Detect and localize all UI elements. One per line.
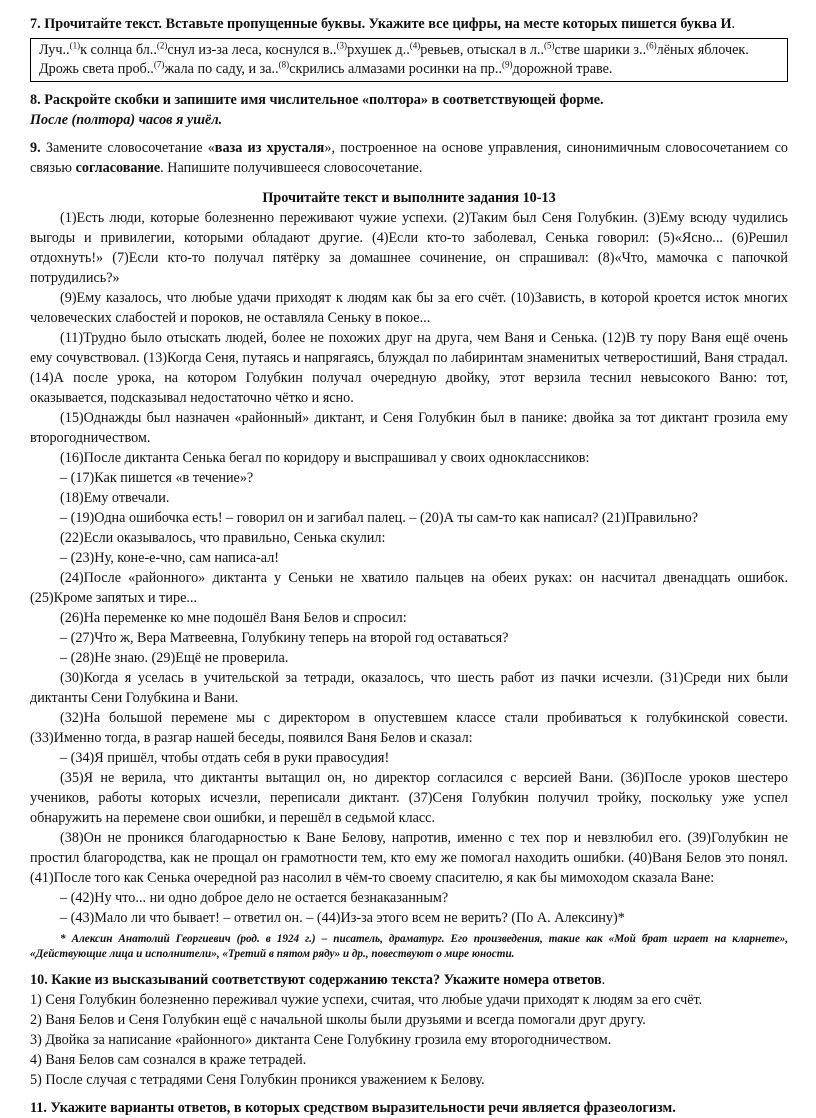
answer-option: 1) Сеня Голубкин болезненно переживал чужие успехи, считая, что любые удачи приходят к людям за его счёт. bbox=[30, 992, 703, 1008]
task9-heading: 9. Замените словосочетание «ваза из хрусталя», построенное на основе управления, синонимичным словосочетанием со связью согласование. Напишите получившееся словосочетание. bbox=[30, 140, 788, 176]
answer-option: 3) Двойка за написание «районного» диктанта Сене Голубкину грозила ему второгодничеством. bbox=[30, 1032, 612, 1048]
passage-paragraph: (24)После «районного» диктанта у Сеньки не хватило пальцев на обеих руках: он насчитал двенадцать ошибок. (25)Кроме запятых и тире... bbox=[30, 570, 788, 606]
passage-paragraph: (9)Ему казалось, что любые удачи приходят к людям как бы за его счёт. (10)Зависть, в которой кроется исток многих человеческих слабостей и пороков, не оставляла Сеньку в покое... bbox=[30, 290, 788, 326]
task8-phrase: После (полтора) часов я ушёл. bbox=[30, 112, 223, 128]
reading-passage bbox=[30, 208, 788, 928]
passage-paragraph: – (28)Не знаю. (29)Ещё не проверила. bbox=[60, 650, 289, 666]
passage-paragraph: – (23)Ну, коне-е-чно, сам написа-ал! bbox=[60, 550, 280, 566]
task10-options bbox=[30, 990, 788, 1090]
passage-paragraph: (35)Я не верила, что диктанты вытащил он, но директор согласился с версией Вани. (36)После уроков шестеро учеников, работы которых исчезли, переписали диктант. (37)Сеня Голубкин получил тройку, поскольку уже успел обнаружить на перемене свои ошибки, и перешёл в седьмой класс. bbox=[30, 770, 788, 826]
passage-paragraph: (11)Трудно было отыскать людей, более не похожих друг на друга, чем Ваня и Сенька. (12)В ту пору Ваня ещё очень ему сочувствовал. (13)Когда Сеня, путаясь и напрягаясь, блуждал по лабиринтам знаменитых четверостиший, Ваня страдал. (14)А после урока, на котором Голубкин получал очередную двойку, этот верзила теснил невысокого Ваню: тот, оказывается, подсказывал недостаточно чётко и ясно. bbox=[30, 330, 788, 406]
passage-paragraph: (22)Если оказывалось, что правильно, Сенька скулил: bbox=[60, 530, 386, 546]
task8-heading: 8. Раскройте скобки и запишите имя числительное «полтора» в соответствующей форме. bbox=[30, 92, 604, 108]
passage-paragraph: – (42)Ну что... ни одно доброе дело не остается безнаказанным? bbox=[60, 890, 449, 906]
passage-paragraph: – (43)Мало ли что бывает! – ответил он. – (44)Из-за этого всем не верить? (По А. Алексину)* bbox=[60, 910, 625, 926]
reading-title: Прочитайте текст и выполните задания 10-13 bbox=[262, 190, 556, 206]
passage-paragraph: (1)Есть люди, которые болезненно переживают чужие успехи. (2)Таким был Сеня Голубкин. (3)Ему всюду чудились выгоды и привилегии, которыми обладают другие. (4)Если кто-то заболевал, Сенька говорил: (5)«Ясно... (6)Решил отдохнуть!» (7)Если кто-то получал пятёрку за домашнее сочинение, он спрашивал: (8)«Что, мамочка с папочкой потрудились?» bbox=[30, 210, 788, 286]
passage-paragraph: (18)Ему отвечали. bbox=[60, 490, 170, 506]
answer-option: 2) Ваня Белов и Сеня Голубкин ещё с начальной школы были друзьями и всегда помогали друг другу. bbox=[30, 1012, 646, 1028]
passage-paragraph: – (34)Я пришёл, чтобы отдать себя в руки правосудия! bbox=[60, 750, 390, 766]
task10-heading: 10. Какие из высказываний соответствуют содержанию текста? Укажите номера ответов. bbox=[30, 972, 606, 988]
passage-paragraph: (15)Однажды был назначен «районный» диктант, и Сеня Голубкин был в панике: двойка за тот диктант грозила ему второгодничеством. bbox=[30, 410, 788, 446]
answer-option: 5) После случая с тетрадями Сеня Голубкин проникся уважением к Белову. bbox=[30, 1072, 485, 1088]
passage-paragraph: – (19)Одна ошибочка есть! – говорил он и загибал палец. – (20)А ты сам-то как написал? (21)Правильно? bbox=[60, 510, 699, 526]
task7-text-box: Луч..$^{(1)}$к солнца бл..$^{(2)}$снул из-за леса, коснулся в..$^{(3)}$рхушек д..$^{(4)}$ревьев, отыскал в л..$^{(5)}$стве шарики з..$^{(6)}$лёных яблочек. Дрожь света проб..$^{(7)}$жала по саду, и за..$^{(8)}$скрились алмазами росинки на пр..$^{(9)}$дорожной траве. bbox=[30, 38, 788, 82]
task7-heading: 7. Прочитайте текст. Вставьте пропущенные буквы. Укажите все цифры, на месте которых пишется буква И. bbox=[30, 16, 736, 32]
passage-paragraph: (32)На большой перемене мы с директором в опустевшем классе стали пробиваться к голубкинской совести. (33)Именно тогда, в разгар нашей беседы, появился Ваня Белов и сказал: bbox=[30, 710, 788, 746]
passage-paragraph: (30)Когда я уселась в учительской за тетради, оказалось, что шесть работ из пачки исчезли. (31)Среди них были диктанты Сени Голубкина и Вани. bbox=[30, 670, 788, 706]
passage-paragraph: (26)На переменке ко мне подошёл Ваня Белов и спросил: bbox=[60, 610, 407, 626]
passage-paragraph: (16)После диктанта Сенька бегал по коридору и выспрашивал у своих одноклассников: bbox=[60, 450, 590, 466]
passage-paragraph: – (27)Что ж, Вера Матвеевна, Голубкину теперь на второй год оставаться? bbox=[60, 630, 509, 646]
answer-option: 4) Ваня Белов сам сознался в краже тетрадей. bbox=[30, 1052, 307, 1068]
author-footnote: * Алексин Анатолий Георгиевич (род. в 1924 г.) – писатель, драматург. Его произведения, такие как «Мой брат играет на кларнете», «Действующие лица и исполнители», «Третий в пятом ряду» и др., повествуют о мире юности. bbox=[30, 933, 788, 960]
task11-heading: 11. Укажите варианты ответов, в которых средством выразительности речи является фразеологизм. bbox=[30, 1100, 676, 1116]
passage-paragraph: – (17)Как пишется «в течение»? bbox=[60, 470, 254, 486]
passage-paragraph: (38)Он не проникся благодарностью к Ване Белову, напротив, именно с тех пор и невзлюбил его. (39)Голубкин не простил благородства, как не прощал он грамотности тем, кто ему же помогал находить ошибки. (40)Ваня Белов это понял. (41)После того как Сенька очередной раз насолил в чём-то своему спасителю, я как бы мимоходом сказала Ване: bbox=[30, 830, 788, 886]
